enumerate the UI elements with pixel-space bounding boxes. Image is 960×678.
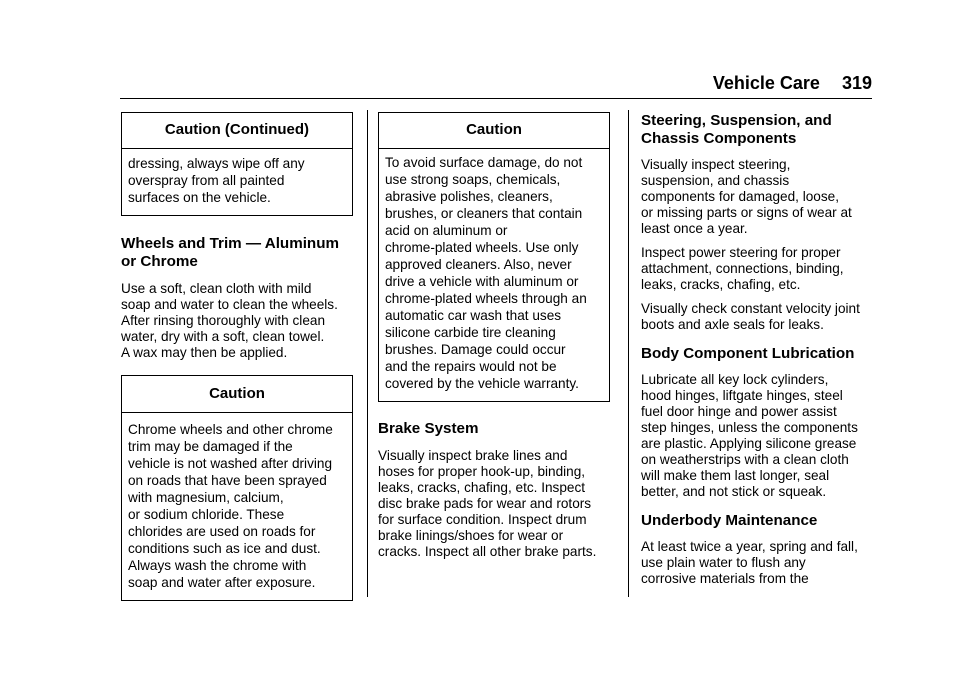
caution-line: surfaces on the vehicle. [128,190,271,205]
caution-box-continued [121,112,353,216]
caution-line: overspray from all painted [128,173,285,188]
heading-line: Wheels and Trim — Aluminum [121,235,339,252]
caution-line: chrome-plated wheels. Use only [385,240,579,255]
caution-line: on roads that have been sprayed [128,473,327,488]
paragraph-line: boots and axle seals for leaks. [641,317,824,332]
steering-paragraph-3 [641,301,877,333]
caution-line: dressing, always wipe off any [128,156,305,171]
steering-paragraph-2 [641,245,877,293]
paragraph-line: leaks, cracks, chafing, etc. Inspect [378,480,586,495]
paragraph-line: soap and water to clean the wheels. [121,297,338,312]
caution-line: or sodium chloride. These [128,507,285,522]
paragraph-line: Inspect power steering for proper [641,245,841,260]
section-title: Vehicle Care [712,73,820,93]
caution-body [122,149,352,215]
caution-line: drive a vehicle with aluminum or [385,274,579,289]
caution-line: covered by the vehicle warranty. [385,376,579,391]
heading-line: Brake System [378,420,479,437]
caution-line: trim may be damaged if the [128,439,293,454]
paragraph-line: better, and not stick or squeak. [641,484,827,499]
paragraph-line: Visually inspect steering, [641,157,791,172]
lubrication-paragraph [641,372,877,500]
brake-paragraph [378,448,614,560]
caution-line: chrome-plated wheels through an [385,291,587,306]
paragraph-line: suspension, and chassis [641,173,790,188]
caution-box-surface [378,112,610,402]
column-2 [378,112,614,560]
paragraph-line: hoses for proper hook-up, binding, [378,464,586,479]
caution-line: and the repairs would not be [385,359,557,374]
paragraph-line: After rinsing thoroughly with clean [121,313,326,328]
heading-line: Steering, Suspension, and [641,112,832,129]
paragraph-line: At least twice a year, spring and fall, [641,539,858,554]
paragraph-line: least once a year. [641,221,748,236]
underbody-paragraph [641,539,877,587]
paragraph-line: use plain water to flush any [641,555,806,570]
caution-line: automatic car wash that uses [385,308,562,323]
heading-line: Underbody Maintenance [641,512,818,529]
paragraph-line: Use a soft, clean cloth with mild [121,281,312,296]
heading-line: or Chrome [121,253,198,270]
heading-line: Body Component Lubrication [641,345,855,362]
paragraph-line: cracks. Inspect all other brake parts. [378,544,597,559]
caution-line: Always wash the chrome with [128,558,307,573]
brake-heading [378,420,614,438]
paragraph-line: leaks, cracks, chafing, etc. [641,277,801,292]
column-divider-1 [367,110,368,597]
caution-line: chlorides are used on roads for [128,524,316,539]
caution-title: Caution [122,376,352,413]
paragraph-line: water, dry with a soft, clean towel. [121,329,325,344]
column-3 [641,112,877,587]
caution-line: soap and water after exposure. [128,575,316,590]
paragraph-line: components for damaged, loose, [641,189,839,204]
caution-line: acid on aluminum or [385,223,508,238]
column-1 [121,112,357,601]
caution-line: brushes. Damage could occur [385,342,566,357]
paragraph-line: fuel door hinge and power assist [641,404,837,419]
paragraph-line: Lubricate all key lock cylinders, [641,372,829,387]
wheels-paragraph [121,281,357,361]
caution-line: approved cleaners. Also, never [385,257,572,272]
paragraph-line: Visually inspect brake lines and [378,448,568,463]
caution-box-chrome [121,375,353,601]
paragraph-line: A wax may then be applied. [121,345,288,360]
page-header [0,72,872,94]
caution-line: conditions such as ice and dust. [128,541,321,556]
paragraph-line: hood hinges, liftgate hinges, steel [641,388,843,403]
paragraph-line: corrosive materials from the [641,571,809,586]
lubrication-heading [641,345,877,363]
underbody-heading [641,512,877,530]
header-rule [120,98,872,99]
paragraph-line: for surface condition. Inspect drum [378,512,587,527]
caution-line: brushes, or cleaners that contain [385,206,583,221]
page-number: 319 [841,73,872,93]
paragraph-line: or missing parts or signs of wear at [641,205,852,220]
paragraph-line: will make them last longer, seal [641,468,830,483]
steering-heading [641,112,877,148]
caution-line: with magnesium, calcium, [128,490,284,505]
paragraph-line: disc brake pads for wear and rotors [378,496,592,511]
caution-line: To avoid surface damage, do not [385,155,583,170]
paragraph-line: are plastic. Applying silicone grease [641,436,857,451]
paragraph-line: step hinges, unless the components [641,420,858,435]
caution-line: use strong soaps, chemicals, [385,172,561,187]
paragraph-line: attachment, connections, binding, [641,261,844,276]
paragraph-line: brake linings/shoes for wear or [378,528,564,543]
steering-paragraph-1 [641,157,877,237]
heading-line: Chassis Components [641,130,797,147]
caution-line: silicone carbide tire cleaning [385,325,556,340]
caution-body [122,413,352,600]
caution-title: Caution [379,113,609,149]
caution-line: Chrome wheels and other chrome [128,422,333,437]
paragraph-line: on weatherstrips with a clean cloth [641,452,849,467]
caution-body [379,149,609,401]
wheels-heading [121,235,357,271]
caution-line: abrasive polishes, cleaners, [385,189,553,204]
caution-line: vehicle is not washed after driving [128,456,333,471]
paragraph-line: Visually check constant velocity joint [641,301,860,316]
caution-title: Caution (Continued) [122,113,352,149]
column-divider-2 [628,110,629,597]
